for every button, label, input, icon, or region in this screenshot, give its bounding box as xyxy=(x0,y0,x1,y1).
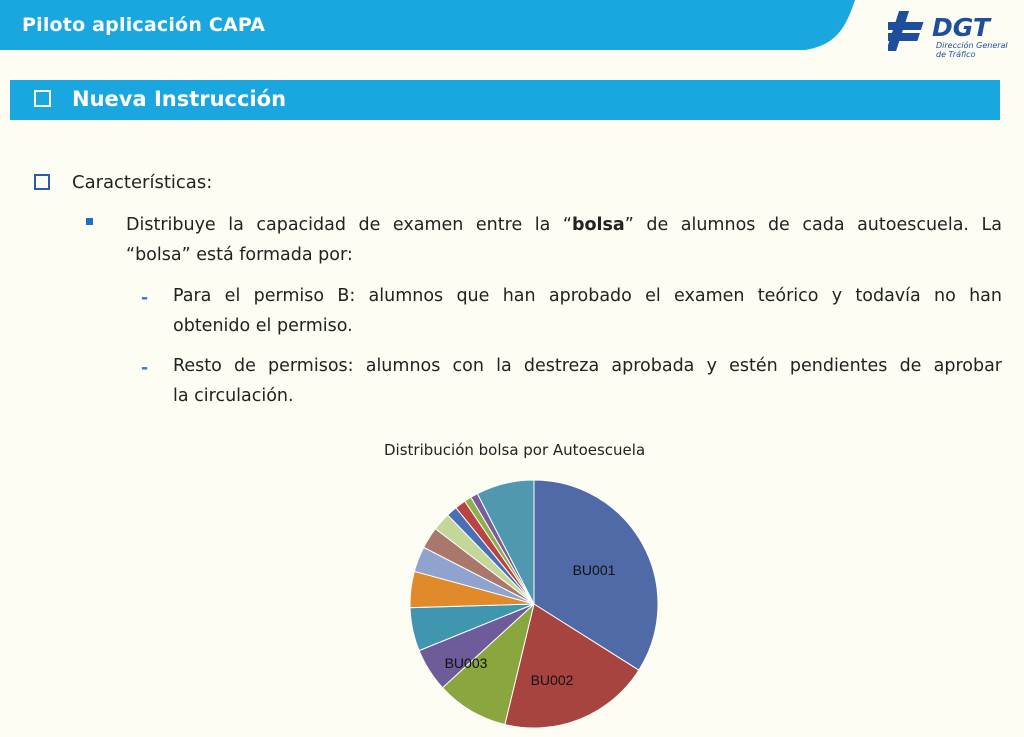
bolsa-line1-pre: Distribuye la capacidad de examen entre la “ xyxy=(126,215,572,235)
item2-line1: Resto de permisos: alumnos con la destreza aprobada y estén pendientes de aprobar xyxy=(173,356,1002,376)
item1-line1: Para el permiso B: alumnos que han aprobado el examen teórico y todavía no han xyxy=(173,286,1002,306)
item-resto-permisos xyxy=(173,351,1002,411)
checkbox-icon xyxy=(34,90,51,107)
logo-line2: de Tráfico xyxy=(936,50,976,59)
section-title: Nueva Instrucción xyxy=(72,87,287,111)
square-bullet-icon xyxy=(86,218,93,225)
pie-chart xyxy=(400,470,680,737)
chart-title: Distribución bolsa por Autoescuela xyxy=(384,441,646,459)
paragraph-bolsa xyxy=(126,210,1002,270)
checkbox-bullet-icon xyxy=(34,174,50,190)
bolsa-line2: “bolsa” está formada por: xyxy=(126,245,353,265)
logo-brand: DGT xyxy=(932,13,990,42)
slice-label-bu001: BU001 xyxy=(572,562,616,578)
item1-line2: obtenido el permiso. xyxy=(173,316,353,336)
dgt-logo xyxy=(888,2,1008,62)
item-permiso-b xyxy=(173,281,1002,341)
bolsa-line1-post: ” de alumnos de cada autoescuela. La xyxy=(624,215,1002,235)
slice-label-bu002: BU002 xyxy=(530,672,574,688)
item2-line2: la circulación. xyxy=(173,386,294,406)
logo-line1: Dirección General xyxy=(936,41,1008,50)
app-title: Piloto aplicación CAPA xyxy=(22,14,266,36)
dash-bullet-2: - xyxy=(141,358,149,378)
characteristics-heading: Características: xyxy=(72,172,213,193)
slice-label-bu003: BU003 xyxy=(444,655,488,671)
section-header xyxy=(10,80,1000,120)
bolsa-bold: bolsa xyxy=(571,215,625,235)
dash-bullet-1: - xyxy=(141,288,149,308)
